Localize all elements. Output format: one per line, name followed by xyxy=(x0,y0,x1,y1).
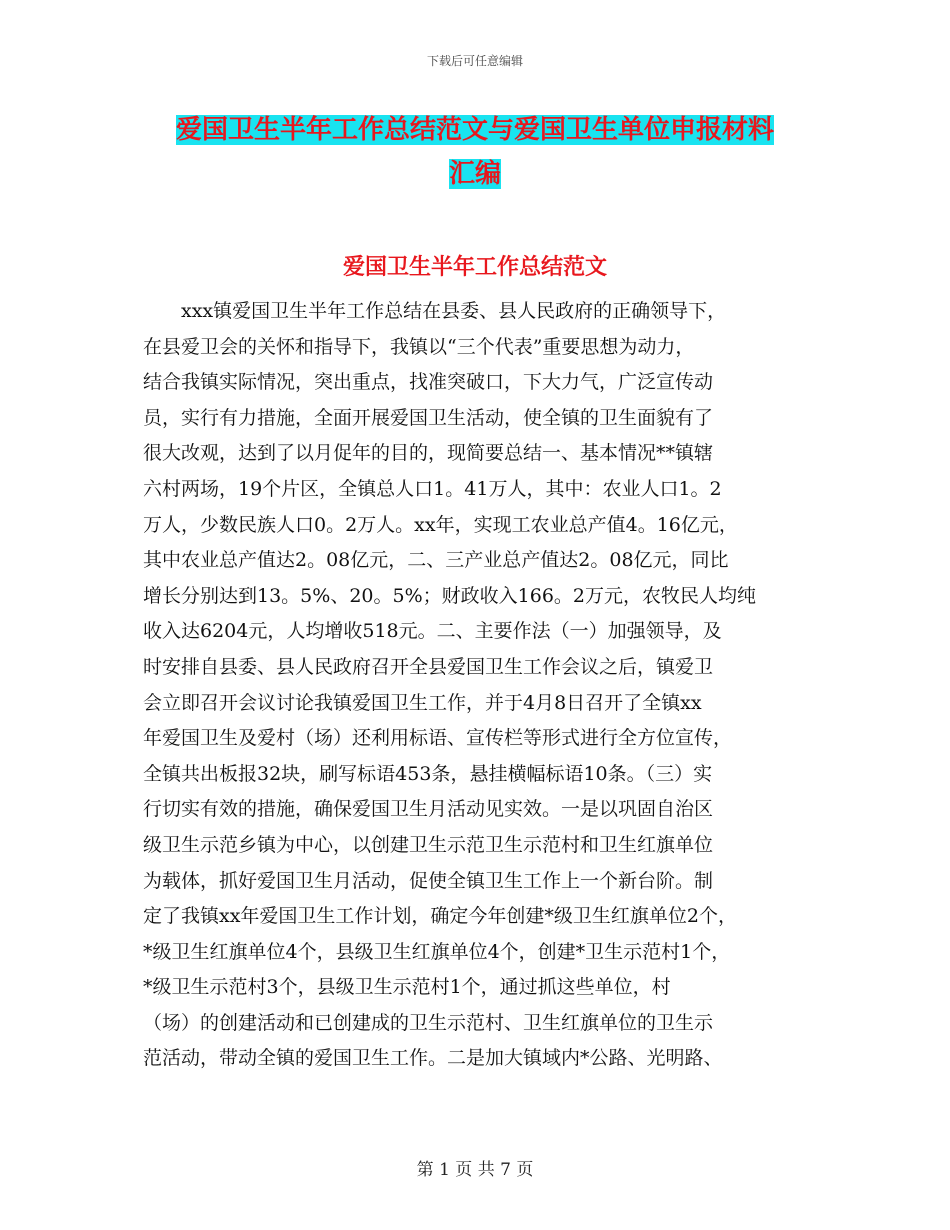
body-line: 收入达6204元，人均增收518元。二、主要作法（一）加强领导，及 xyxy=(143,620,722,643)
body-line: 增长分别达到13。5%、20。5%；财政收入166。2万元，农牧民人均纯 xyxy=(143,584,756,607)
body-line: （场）的创建活动和已创建成的卫生示范村、卫生红旗单位的卫生示 xyxy=(143,1011,714,1034)
body-line: 六村两场，19个片区，全镇总人口1。41万人，其中：农业人口1。2 xyxy=(143,477,722,500)
page-footer-indicator: 第 1 页 共 7 页 xyxy=(416,1160,534,1180)
body-line: 范活动，带动全镇的爱国卫生工作。二是加大镇域内*公路、光明路、 xyxy=(143,1047,723,1070)
section-title: 爱国卫生半年工作总结范文 xyxy=(342,255,607,280)
body-line: 年爱国卫生及爱村（场）还利用标语、宣传栏等形式进行全方位宣传， xyxy=(143,727,733,750)
body-line: 万人，少数民族人口0。2万人。xx年，实现工农业总产值4。16亿元， xyxy=(143,513,738,536)
body-line: 行切实有效的措施，确保爱国卫生月活动见实效。一是以巩固自治区 xyxy=(143,798,714,821)
body-line: 员，实行有力措施，全面开展爱国卫生活动，使全镇的卫生面貌有了 xyxy=(143,406,714,429)
body-line: 为载体，抓好爱国卫生月活动，促使全镇卫生工作上一个新台阶。制 xyxy=(143,869,714,892)
body-line: 很大改观，达到了以月促年的目的，现简要总结一、基本情况**镇辖 xyxy=(143,442,714,465)
body-line: *级卫生红旗单位4个，县级卫生红旗单位4个，创建*卫生示范村1个， xyxy=(143,940,731,963)
body-line: 级卫生示范乡镇为中心，以创建卫生示范卫生示范村和卫生红旗单位 xyxy=(143,833,714,856)
body-line: 全镇共出板报32块，刷写标语453条，悬挂横幅标语10条。（三）实 xyxy=(143,762,713,785)
document-title xyxy=(0,108,950,196)
document-title-line-2: 汇编 xyxy=(448,159,501,189)
body-line: 时安排自县委、县人民政府召开全县爱国卫生工作会议之后，镇爱卫 xyxy=(143,655,714,678)
body-line: 在县爱卫会的关怀和指导下，我镇以“三个代表”重要思想为动力， xyxy=(143,335,695,358)
body-paragraph xyxy=(143,294,823,1077)
body-line: 定了我镇xx年爱国卫生工作计划，确定今年创建*级卫生红旗单位2个， xyxy=(143,905,738,928)
body-line: 结合我镇实际情况，突出重点，找准突破口，下大力气，广泛宣传动 xyxy=(143,371,714,394)
document-title-line-1: 爱国卫生半年工作总结范文与爱国卫生单位申报材料 xyxy=(175,115,774,145)
body-line: 会立即召开会议讨论我镇爱国卫生工作，并于4月8日召开了全镇xx xyxy=(143,691,702,714)
body-line: xxx镇爱国卫生半年工作总结在县委、县人民政府的正确领导下， xyxy=(143,300,727,322)
body-line: 其中农业总产值达2。08亿元，二、三产业总产值达2。08亿元，同比 xyxy=(143,549,729,572)
page-header-note: 下载后可任意编辑 xyxy=(426,54,523,68)
body-line: *级卫生示范村3个，县级卫生示范村1个，通过抓这些单位，村 xyxy=(143,976,671,999)
